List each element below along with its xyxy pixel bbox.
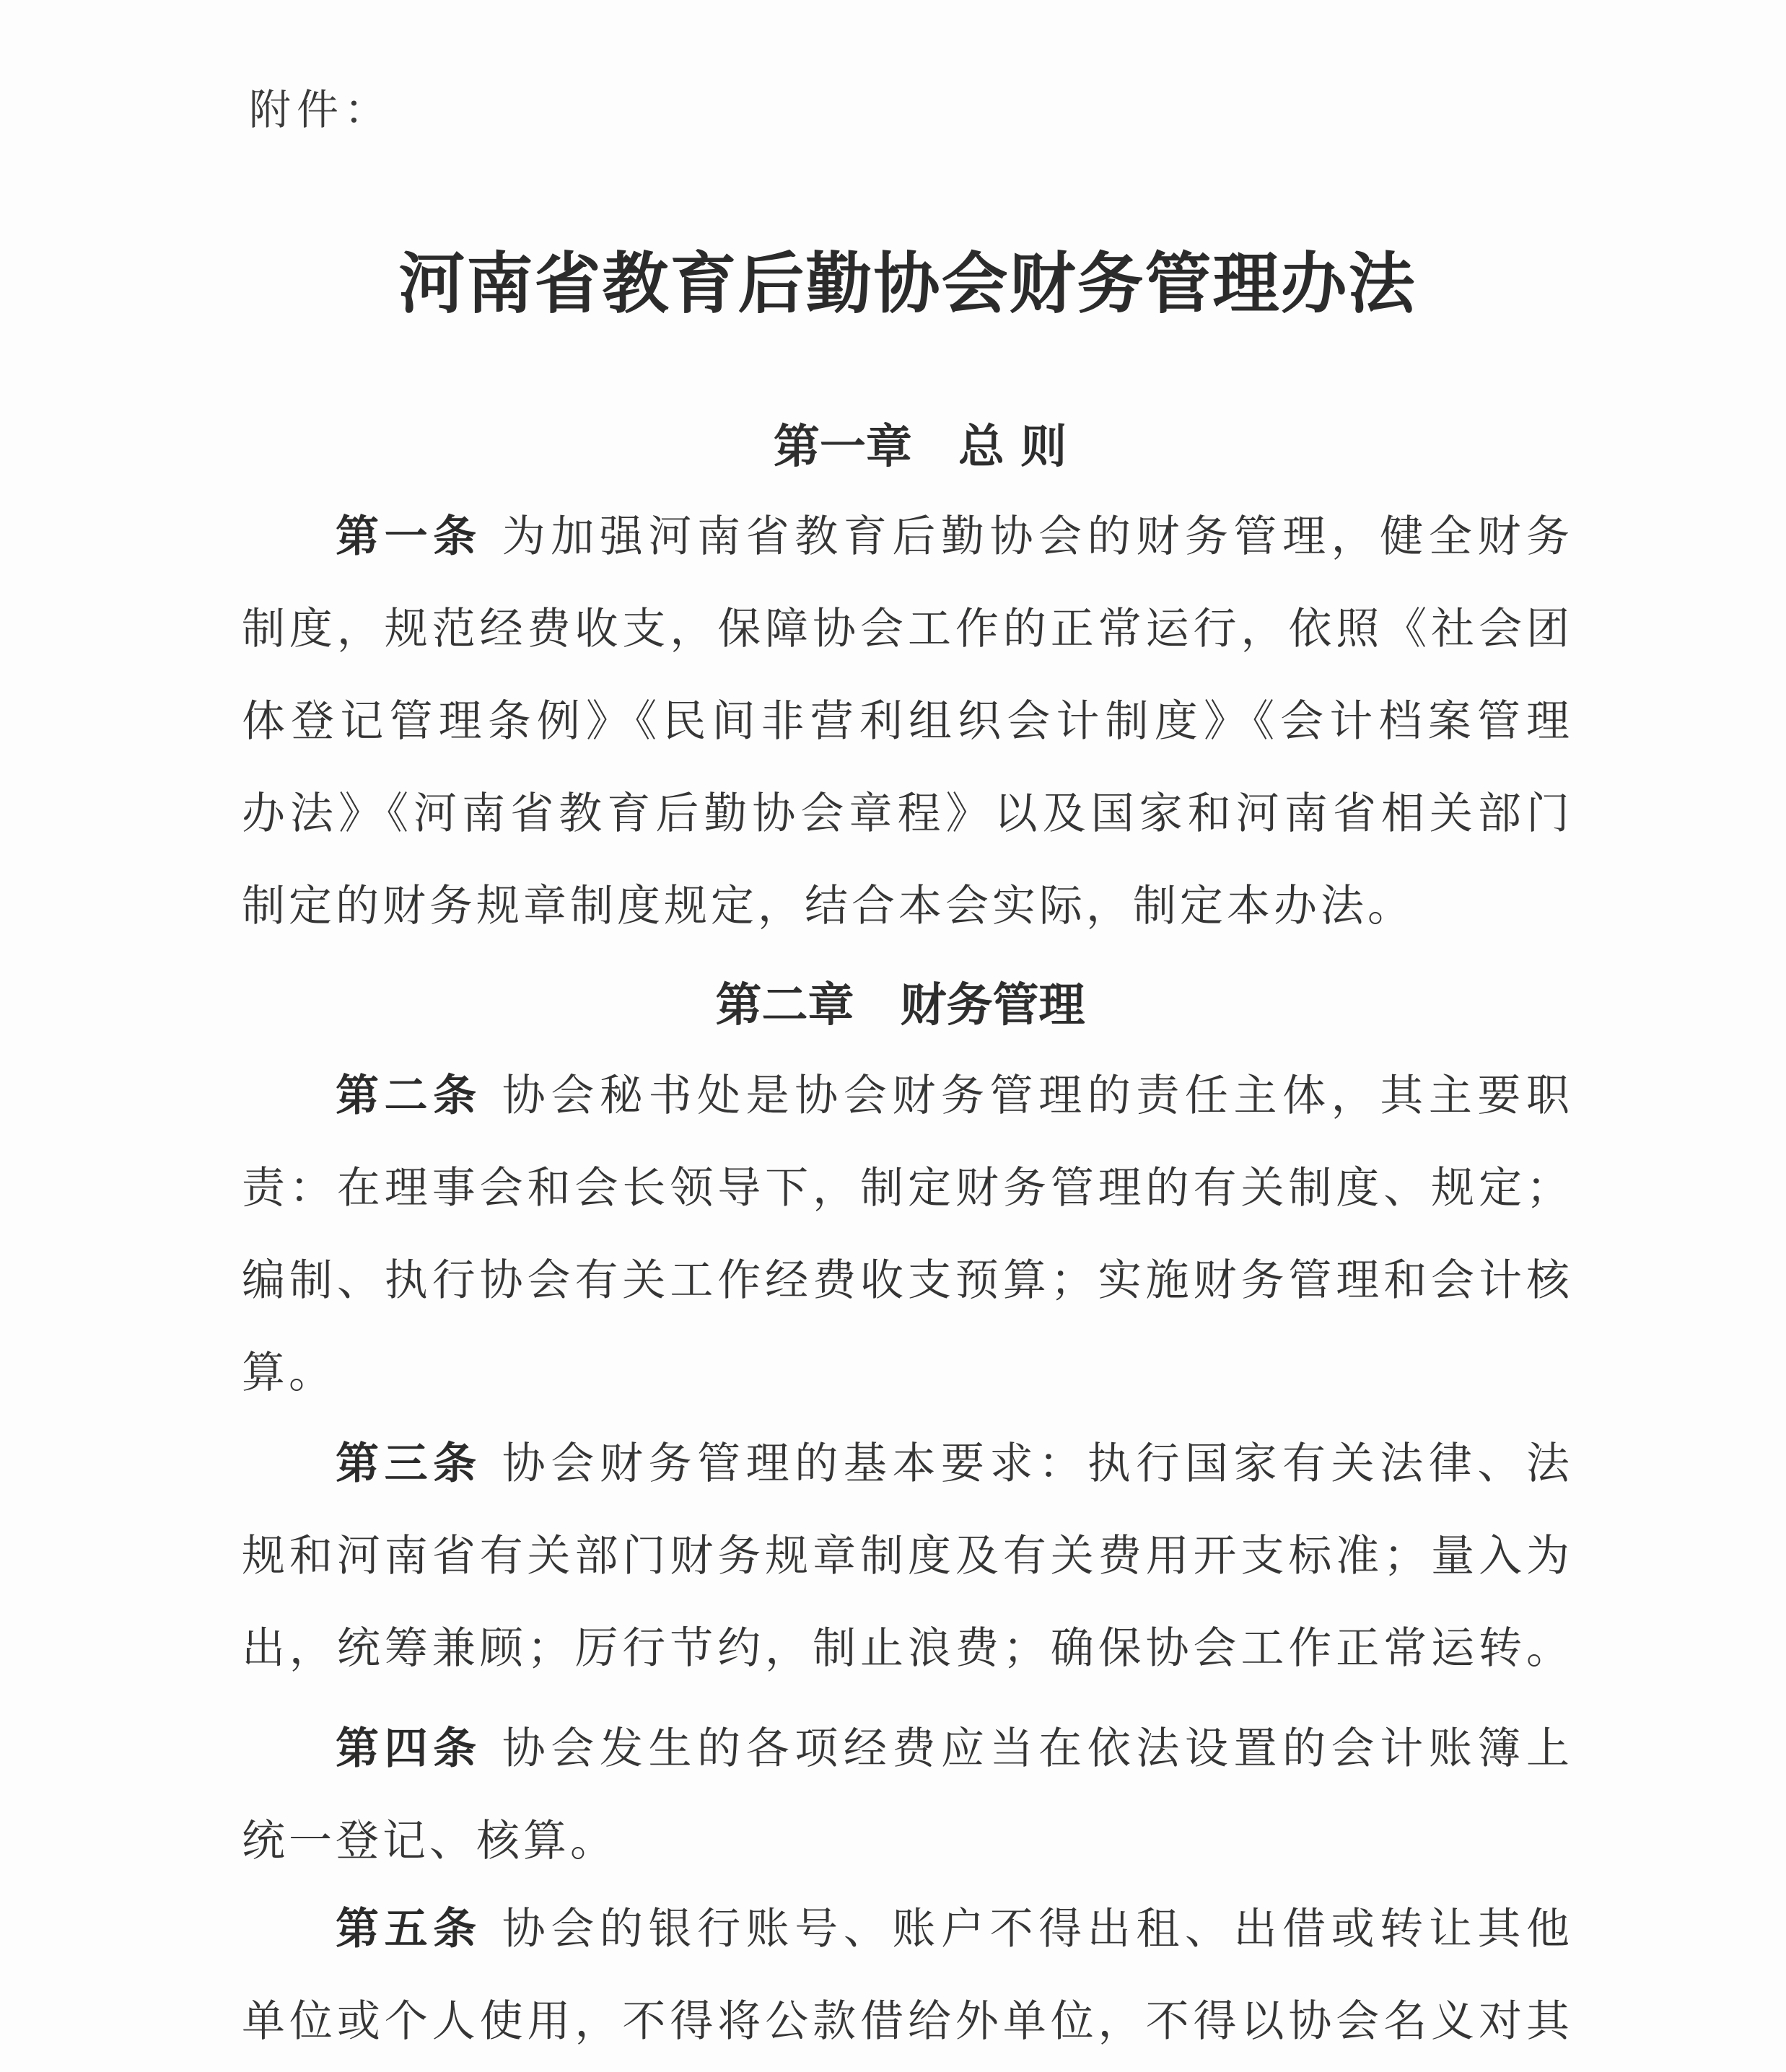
- document-title: 河南省教育后勤协会财务管理办法: [398, 245, 1417, 322]
- article-label: 第五条: [336, 1904, 482, 1954]
- article-line: 制定的财务规章制度规定，结合本会实际，制定本办法。: [242, 881, 1414, 931]
- chapter-heading-2: 第二章 财务管理: [715, 979, 1085, 1032]
- article-line: 第二条 协会秘书处是协会财务管理的责任主体，其主要职: [336, 1071, 1570, 1121]
- article-line: 第四条 协会发生的各项经费应当在依法设置的会计账簿上: [336, 1724, 1570, 1774]
- article-line: 第三条 协会财务管理的基本要求：执行国家有关法律、法: [336, 1439, 1570, 1489]
- article-line: 出，统筹兼顾；厉行节约，制止浪费；确保协会工作正常运转。: [242, 1623, 1570, 1674]
- article-line: 第五条 协会的银行账号、账户不得出租、出借或转让其他: [336, 1904, 1570, 1954]
- article-label: 第二条: [336, 1071, 482, 1121]
- article-line: 编制、执行协会有关工作经费收支预算；实施财务管理和会计核: [242, 1255, 1570, 1306]
- article-3: [242, 1418, 1570, 1695]
- article-line: 责：在理事会和会长领导下，制定财务管理的有关制度、规定；: [242, 1163, 1570, 1213]
- article-line: 算。: [242, 1348, 336, 1398]
- article-label: 第三条: [336, 1439, 482, 1489]
- article-line: 体登记管理条例》《民间非营利组织会计制度》《会计档案管理: [242, 696, 1570, 747]
- annex-label: 附件：: [249, 85, 393, 134]
- article-2: [242, 1050, 1570, 1419]
- article-line: 制度，规范经费收支，保障协会工作的正常运行，依照《社会团: [242, 604, 1570, 654]
- article-4: [242, 1703, 1570, 1887]
- article-1: [242, 491, 1570, 952]
- article-line: 规和河南省有关部门财务规章制度及有关费用开支标准；量入为: [242, 1531, 1570, 1581]
- article-label: 第四条: [336, 1724, 482, 1774]
- article-line: 单位或个人使用，不得将公款借给外单位，不得以协会名义对其: [242, 1996, 1570, 2047]
- article-line: 第一条 为加强河南省教育后勤协会的财务管理，健全财务: [336, 512, 1570, 562]
- chapter-heading-1: 第一章 总 则: [773, 421, 1067, 474]
- article-line: 统一登记、核算。: [242, 1816, 617, 1866]
- article-5: [242, 1883, 1570, 2072]
- article-line: 办法》《河南省教育后勤协会章程》以及国家和河南省相关部门: [242, 789, 1570, 839]
- article-label: 第一条: [336, 512, 482, 562]
